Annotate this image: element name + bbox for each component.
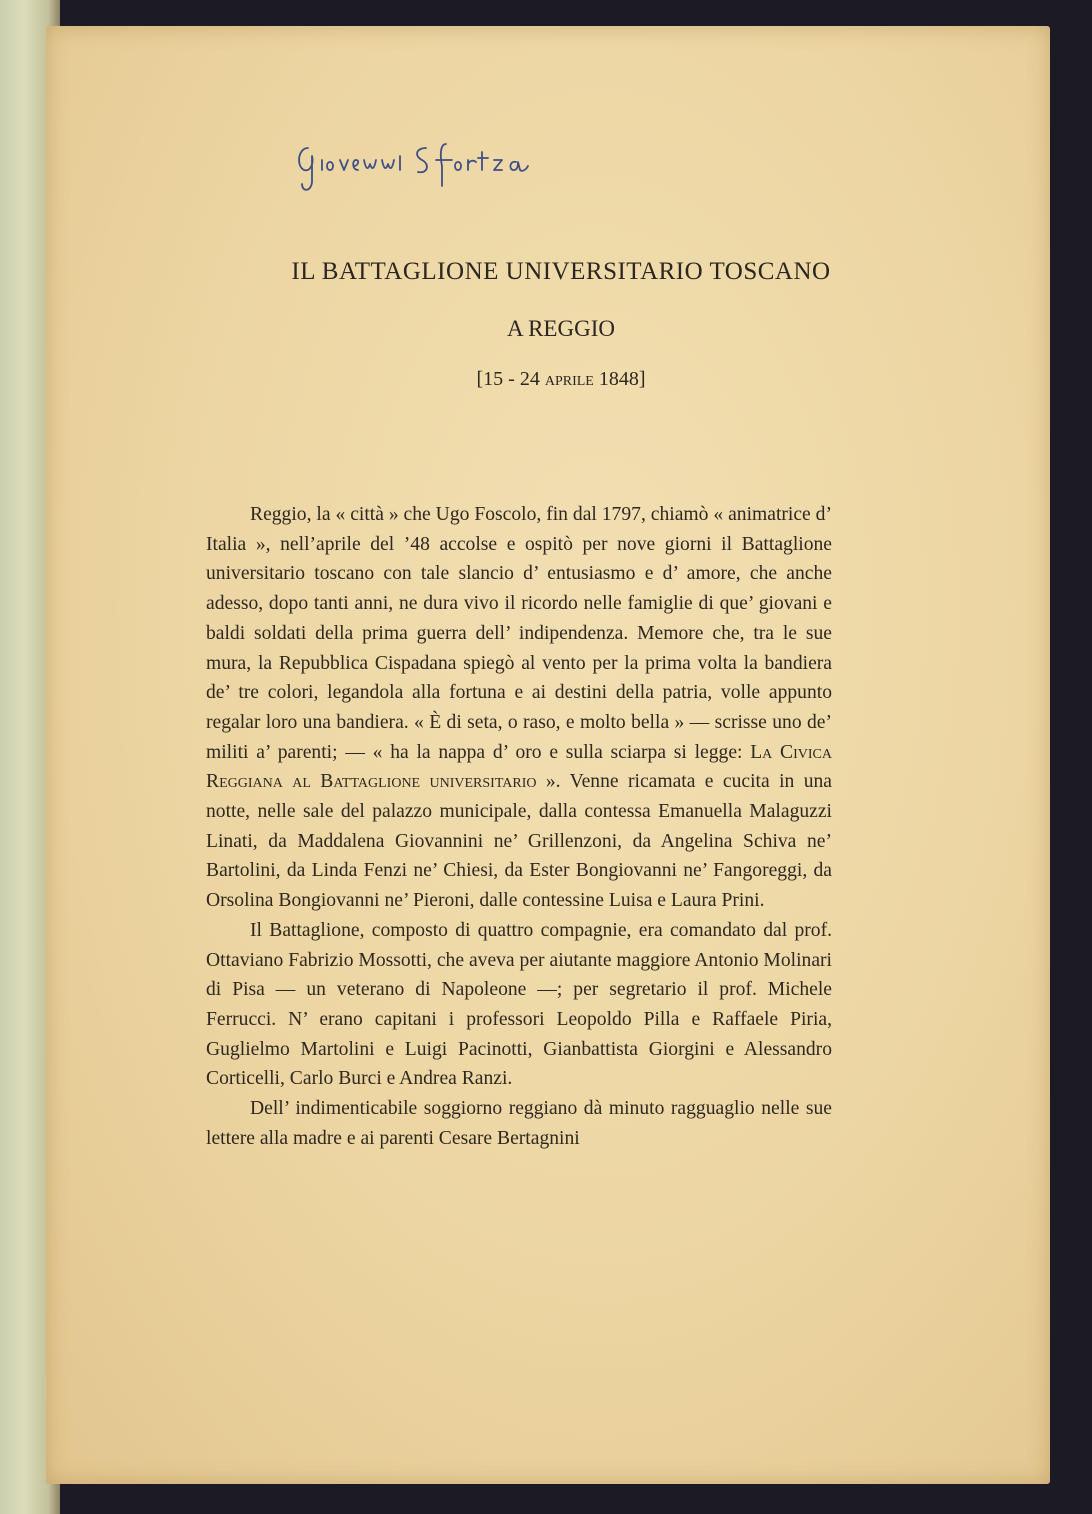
flag-inscription: La Civica Reggiana al Battaglione universitario bbox=[206, 741, 832, 793]
body-text bbox=[206, 500, 832, 1153]
handwritten-signature bbox=[286, 126, 546, 206]
signature-ink-icon bbox=[286, 126, 546, 206]
document-date bbox=[46, 368, 1050, 391]
paragraph-1 bbox=[206, 500, 832, 916]
paragraph-2: Il Battaglione, composto di quattro compagnie, era comandato dal prof. Ottaviano Fabrizio Mossotti, che aveva per aiutante maggiore Antonio Molinari di Pisa — un veterano di Napoleone —; per segretario il prof. Michele Ferrucci. N’ erano capitani i professori Leopoldo Pilla e Raffaele Piria, Guglielmo Martolini e Luigi Pacinotti, Gianbattista Giorgini e Alessandro Corticelli, Carlo Burci e Andrea Ranzi. bbox=[206, 919, 832, 1090]
scanned-page bbox=[46, 26, 1050, 1484]
paragraph-1-part-1: Reggio, la « città » che Ugo Foscolo, fin dal 1797, chiamò « animatrice d’ Italia », nell’aprile del ’48 accolse e ospitò per nove giorni il Battaglione universitario toscano con tale slancio d’ entusiasmo e d’ amore, che anche adesso, dopo tanti anni, ne dura vivo il ricordo nelle famiglie di que’ giovani e baldi soldati della prima guerra dell’ indipendenza. Memore che, tra le sue mura, la Repubblica Cispadana spiegò al vento per la prima volta la bandiera de’ tre colori, legandola alla fortuna e ai destini della patria, volle appunto regalar loro una bandiera. « È di seta, o raso, e molto bella » — scrisse uno de’ militi a’ parenti; — « ha la nappa d’ oro e sulla sciarpa si legge: bbox=[206, 504, 832, 763]
date-close: 1848] bbox=[593, 368, 646, 390]
document-title: IL BATTAGLIONE UNIVERSITARIO TOSCANO bbox=[291, 258, 831, 285]
date-month: aprile bbox=[544, 368, 594, 390]
paragraph-1-part-3: ». Venne ricamata e cucita in una notte, nelle sale del palazzo municipale, dalla contessa Emanuella Malaguzzi Linati, da Maddalena Giovannini ne’ Grillenzoni, da Angelina Schiva ne’ Bartolini, da Linda Fenzi ne’ Chiesi, da Ester Bongiovanni ne’ Fangoreggi, da Orsolina Bongiovanni ne’ Pieroni, dalle contessine Luisa e Laura Prini. bbox=[206, 771, 832, 912]
document-subtitle: A REGGIO bbox=[507, 316, 615, 341]
paragraph-3: Dell’ indimenticabile soggiorno reggiano dà minuto ragguaglio nelle sue lettere alla madre e ai parenti Cesare Bertagnini bbox=[206, 1098, 832, 1149]
date-open: [15 - 24 bbox=[476, 368, 545, 390]
